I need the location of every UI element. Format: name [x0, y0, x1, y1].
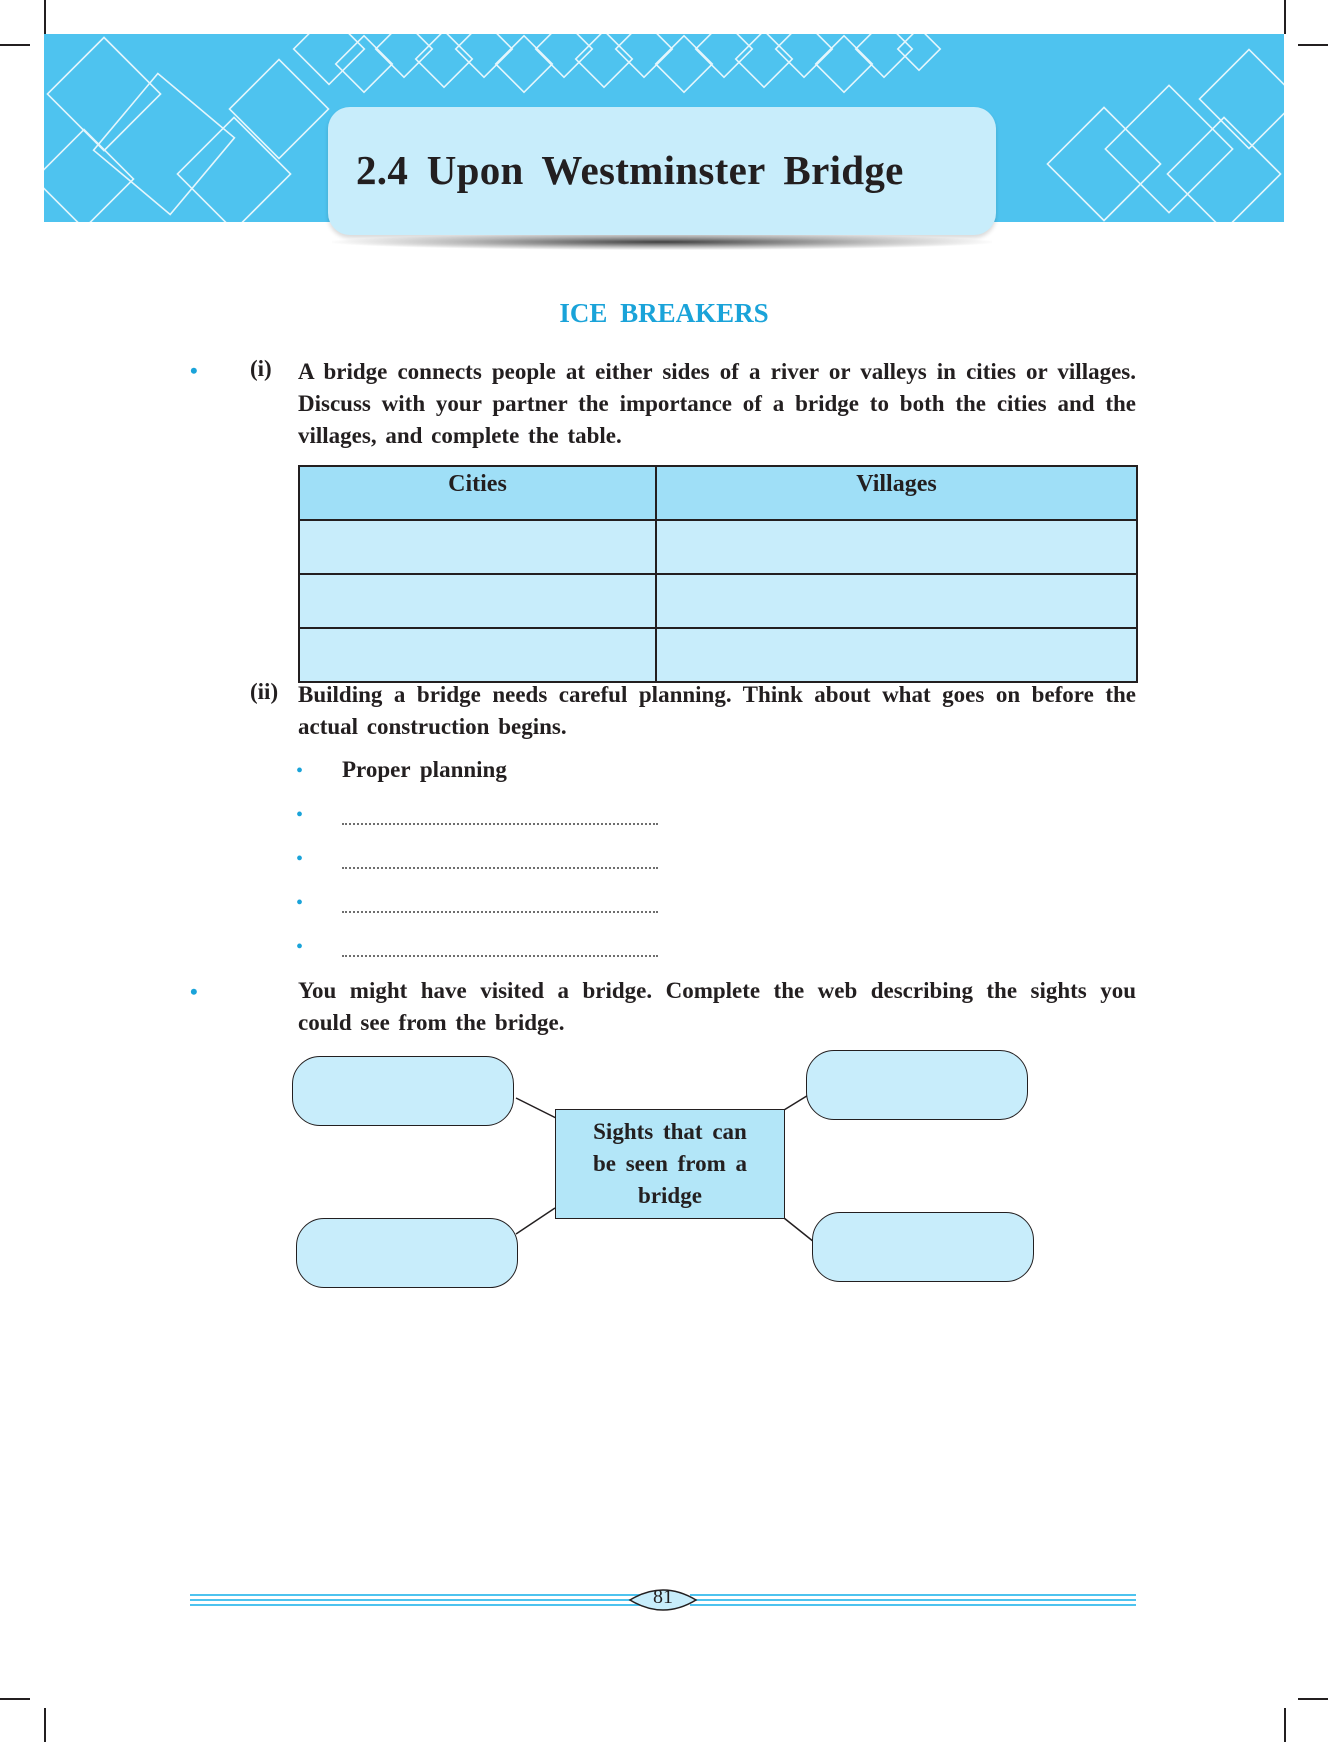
table-header-villages: Villages — [656, 466, 1137, 520]
list-item: Proper planning — [342, 757, 507, 782]
list-bullet: • — [296, 804, 304, 826]
activity-label: (ii) — [250, 679, 279, 704]
list-bullet: • — [296, 936, 304, 958]
footer — [0, 1580, 1328, 1620]
activity-text: Building a bridge needs careful planning. Think about what goes on before the actual construction begins. — [298, 682, 1136, 739]
web-center-label: Sights that can be seen from a bridge — [592, 1119, 748, 1208]
activity-label: (i) — [250, 356, 272, 381]
web-box-bottom-right[interactable] — [812, 1212, 1034, 1282]
web-box-top-right[interactable] — [806, 1050, 1028, 1120]
page-title: 2.4 Upon Westminster Bridge — [356, 147, 904, 193]
activity-text: You might have visited a bridge. Complete the web describing the sights you could see from the bridge. — [298, 978, 1136, 1035]
list-bullet: • — [296, 892, 304, 914]
page-number: 81 — [653, 1586, 673, 1608]
activity-text: A bridge connects people at either sides of a river or valleys in cities or villages. Discuss with your partner the importance of a bridge to both the cities and the villages, and complete the table. — [298, 359, 1136, 448]
web-box-bottom-left[interactable] — [296, 1218, 518, 1288]
list-bullet: • — [296, 848, 304, 870]
activity-bullet: • — [190, 358, 198, 383]
activity-bullet: • — [190, 979, 198, 1004]
web-center-box — [555, 1109, 785, 1219]
table-header-cities: Cities — [299, 466, 656, 520]
section-heading: ICE BREAKERS — [559, 298, 769, 328]
list-bullet: • — [296, 760, 304, 782]
web-box-top-left[interactable] — [292, 1056, 514, 1126]
